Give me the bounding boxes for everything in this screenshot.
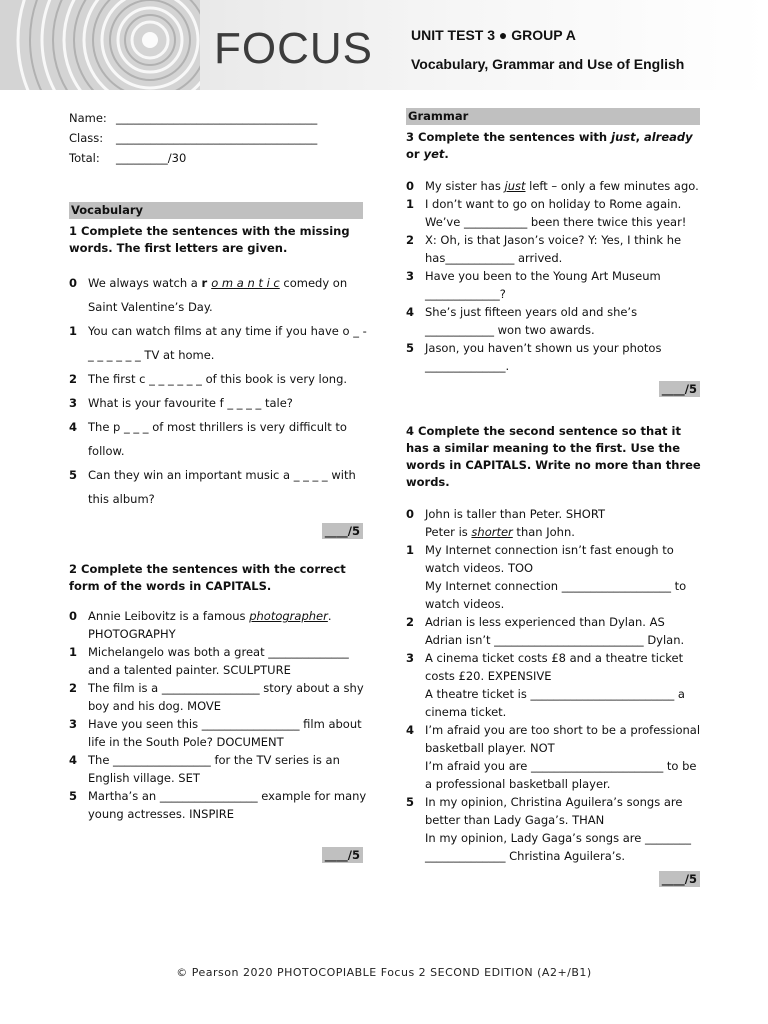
task2-item-4: 4 The _________________ for the TV series is an English village. SET: [69, 753, 340, 785]
class-label: Class:: [69, 131, 104, 145]
task3-title: 3 Complete the sentences with just, already or yet.: [406, 130, 693, 161]
task1-item-4: 4 The p _ _ _ of most thrillers is very difficult to follow.: [69, 420, 347, 458]
task4-title: 4 Complete the second sentence so that it has a similar meaning to the first. Use the words in CAPITALS. Write no more than three words.: [406, 424, 701, 489]
task4-item-2: 2 Adrian is less experienced than Dylan. AS Adrian isn’t __________________________ Dylan.: [406, 615, 685, 647]
task3-item-5: 5 Jason, you haven’t shown us your photos ______________.: [406, 341, 662, 373]
total-row: [69, 148, 367, 168]
task3-item-1: 1 I don’t want to go on holiday to Rome again. We’ve ___________ been there twice this year!: [406, 197, 687, 229]
task1-item-1: 1 You can watch films at any time if you have o _ - _ _ _ _ _ _ TV at home.: [69, 324, 367, 362]
task4-score: ____/5: [406, 871, 700, 887]
right-column: [406, 108, 704, 887]
task3-score: ____/5: [406, 381, 700, 397]
swirl-logo-icon: [0, 0, 200, 90]
task2-item-1: 1 Michelangelo was both a great ______________ and a talented painter. SCULPTURE: [69, 645, 349, 677]
example-answer: shorter: [471, 525, 513, 539]
task2-title: 2 Complete the sentences with the correct form of the words in CAPITALS.: [69, 562, 346, 593]
example-answer: photographer: [249, 609, 328, 623]
task1-item-0: 0 We always watch a r o m a n t i c comedy on Saint Valentine’s Day.: [69, 276, 348, 314]
task4-item-4: 4 I’m afraid you are too short to be a professional basketball player. NOT I’m afraid you are _______________________ to be a professional basketball player.: [406, 723, 701, 791]
task1-item-5: 5 Can they win an important music a _ _ _ _ with this album?: [69, 468, 356, 506]
task1-title: 1 Complete the sentences with the missing words. The first letters are given.: [69, 224, 350, 255]
vocabulary-heading: Vocabulary: [69, 202, 363, 219]
task4-item-3: 3 A cinema ticket costs £8 and a theatre ticket costs £20. EXPENSIVE A theatre ticket is _________________________ a cinema ticket.: [406, 651, 685, 719]
task2-item-2: 2 The film is a _________________ story about a shy boy and his dog. MOVE: [69, 681, 364, 713]
name-line: ___________________________________: [116, 111, 318, 125]
copyright-footer: © Pearson 2020 PHOTOCOPIABLE Focus 2 SECOND EDITION (A2+/B1): [176, 966, 592, 979]
task4-item-0: 0 John is taller than Peter. SHORT Peter is shorter than John.: [406, 507, 606, 539]
task2-score: ____/5: [69, 847, 363, 863]
task4-item-5: 5 In my opinion, Christina Aguilera’s songs are better than Lady Gaga’s. THAN In my opinion, Lady Gaga’s songs are ________ ______________ Christina Aguilera’s.: [406, 795, 691, 863]
name-label: Name:: [69, 111, 107, 125]
name-row: [69, 108, 367, 128]
class-row: [69, 128, 367, 148]
task3-item-2: 2 X: Oh, is that Jason’s voice? Y: Yes, I think he has____________ arrived.: [406, 233, 682, 265]
total-label: Total:: [69, 151, 100, 165]
task3-item-4: 4 She’s just fifteen years old and she’s ____________ won two awards.: [406, 305, 638, 337]
unit-test-subtitle: Vocabulary, Grammar and Use of English: [411, 56, 685, 72]
task3-item-0: 0 My sister has just left – only a few minutes ago.: [406, 179, 699, 193]
example-answer: o m a n t i c: [211, 276, 280, 290]
total-line: _________/30: [116, 151, 187, 165]
class-line: ___________________________________: [116, 131, 318, 145]
task2-item-0: 0 Annie Leibovitz is a famous photographer. PHOTOGRAPHY: [69, 609, 332, 641]
left-column: [69, 108, 367, 863]
grammar-heading: Grammar: [406, 108, 700, 125]
unit-test-title: UNIT TEST 3 ● GROUP A: [411, 27, 576, 43]
task2-item-5: 5 Martha’s an _________________ example for many young actresses. INSPIRE: [69, 789, 367, 821]
page-header: [0, 0, 768, 90]
task1-item-3: 3 What is your favourite f _ _ _ _ tale?: [69, 396, 293, 410]
task4-item-1: 1 My Internet connection isn’t fast enough to watch videos. TOO My Internet connection ___________________ to watch videos.: [406, 543, 687, 611]
task1-item-2: 2 The first c _ _ _ _ _ _ of this book is very long.: [69, 372, 348, 386]
focus-logo: FOCUS: [214, 24, 373, 73]
task1-score: ____/5: [69, 523, 363, 539]
task3-item-3: 3 Have you been to the Young Art Museum _____________?: [406, 269, 661, 301]
example-answer: just: [504, 179, 526, 193]
task2-item-3: 3 Have you seen this _________________ film about life in the South Pole? DOCUMENT: [69, 717, 362, 749]
